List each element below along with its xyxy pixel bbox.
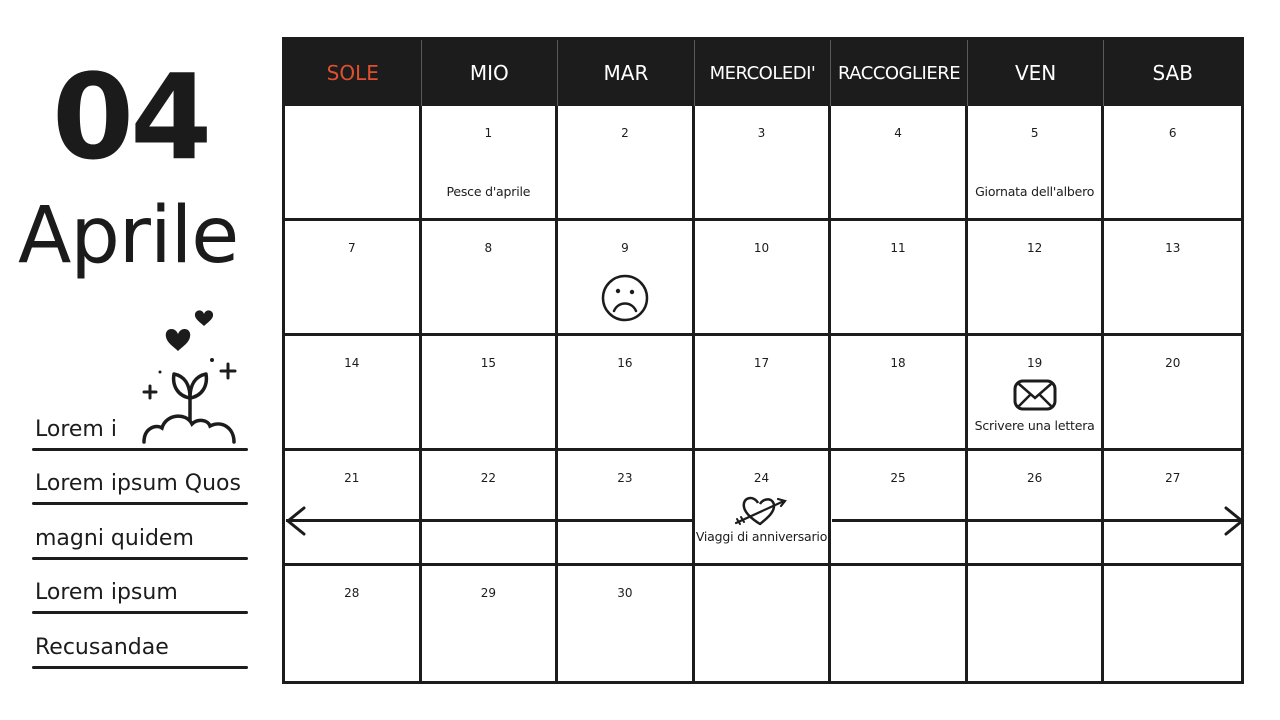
calendar: [282, 37, 1244, 684]
day-cell[interactable]: [1104, 566, 1241, 681]
month-number: 04: [52, 48, 209, 186]
weekday-wednesday: MERCOLEDI': [695, 40, 832, 106]
arrow-right-icon: [1222, 505, 1246, 537]
timeline-line-right: [832, 519, 1242, 522]
day-cell[interactable]: [422, 566, 559, 681]
date-number: 29: [480, 586, 496, 600]
day-cell[interactable]: [968, 451, 1105, 566]
timeline-line-left: [286, 519, 694, 522]
note-line[interactable]: [32, 560, 248, 615]
note-line[interactable]: [32, 396, 248, 451]
date-number: 16: [617, 356, 633, 370]
day-cell[interactable]: [695, 451, 832, 566]
date-number: 1: [484, 126, 493, 140]
date-number: 11: [890, 241, 906, 255]
date-number: 19: [1026, 356, 1043, 370]
date-number: 8: [484, 241, 493, 255]
day-cell[interactable]: [831, 451, 968, 566]
day-cell[interactable]: [422, 106, 559, 221]
day-cell[interactable]: [968, 566, 1105, 681]
month-name: Aprile: [18, 191, 239, 281]
day-cell[interactable]: [1104, 106, 1241, 221]
day-cell[interactable]: [1104, 221, 1241, 336]
calendar-grid: [285, 106, 1241, 681]
day-cell[interactable]: [558, 566, 695, 681]
date-number: 3: [757, 126, 766, 140]
date-number: 13: [1165, 241, 1181, 255]
note-label: magni quidem: [35, 525, 194, 551]
day-cell[interactable]: [558, 106, 695, 221]
date-number: 10: [753, 241, 770, 255]
day-cell[interactable]: [1104, 336, 1241, 451]
date-number: 27: [1165, 471, 1181, 485]
day-cell[interactable]: [695, 221, 832, 336]
day-cell[interactable]: [695, 336, 832, 451]
date-number: 7: [347, 241, 356, 255]
weekday-saturday: SAB: [1152, 61, 1193, 85]
note-line[interactable]: [32, 505, 248, 560]
day-cell[interactable]: [558, 451, 695, 566]
note-line[interactable]: [32, 614, 248, 669]
date-number: 12: [1026, 241, 1043, 255]
day-cell[interactable]: [831, 106, 968, 221]
weekday-sunday: SOLE: [285, 40, 422, 106]
day-cell[interactable]: [558, 336, 695, 451]
heart-arrow-icon: [734, 495, 788, 527]
weekday-header: [285, 40, 1241, 106]
event-label: Pesce d'aprile: [446, 184, 531, 199]
event-label: Giornata dell'albero: [975, 184, 1095, 199]
date-number: 14: [344, 356, 360, 370]
weekday-monday: MIO: [422, 40, 559, 106]
date-number: 4: [894, 126, 902, 140]
day-cell[interactable]: [695, 566, 832, 681]
date-number: 6: [1168, 126, 1177, 140]
envelope-icon: [1012, 378, 1058, 412]
day-cell[interactable]: [285, 566, 422, 681]
day-cell[interactable]: [422, 336, 559, 451]
weekday-friday: VEN: [968, 40, 1105, 106]
date-number: 22: [480, 471, 496, 485]
day-cell[interactable]: [831, 336, 968, 451]
date-number: 21: [344, 471, 360, 485]
date-number: 17: [753, 356, 770, 370]
note-label: Lorem ipsum: [35, 580, 178, 605]
date-number: 26: [1026, 471, 1043, 485]
date-number: 24: [753, 471, 770, 485]
day-cell[interactable]: [968, 336, 1105, 451]
date-number: 30: [617, 586, 633, 600]
day-cell[interactable]: [831, 221, 968, 336]
note-label: Lorem ipsum Quos: [35, 471, 241, 496]
day-cell[interactable]: [558, 221, 695, 336]
day-cell[interactable]: [285, 336, 422, 451]
date-number: 2: [621, 126, 629, 140]
day-cell[interactable]: [422, 221, 559, 336]
notes-list: [32, 396, 248, 669]
event-label: Scrivere una lettera: [974, 418, 1095, 433]
day-cell[interactable]: [422, 451, 559, 566]
day-cell[interactable]: [968, 106, 1105, 221]
day-cell[interactable]: [695, 106, 832, 221]
day-cell[interactable]: [1104, 451, 1241, 566]
arrow-left-icon: [284, 505, 308, 537]
weekday-tuesday: MAR: [558, 40, 695, 106]
note-label: Recusandae: [35, 634, 169, 660]
date-number: 5: [1030, 126, 1039, 140]
day-cell[interactable]: [968, 221, 1105, 336]
date-number: 20: [1165, 356, 1181, 370]
date-number: 15: [480, 356, 496, 370]
date-number: 18: [890, 356, 906, 370]
day-cell[interactable]: [285, 221, 422, 336]
event-label: Viaggi di anniversario: [695, 529, 828, 544]
date-number: 28: [344, 586, 360, 600]
day-cell[interactable]: [285, 106, 422, 221]
sad-face-icon: [598, 273, 652, 323]
day-cell[interactable]: [831, 566, 968, 681]
date-number: 25: [890, 471, 906, 485]
note-line[interactable]: [32, 451, 248, 506]
weekday-thursday: RACCOGLIERE: [831, 40, 968, 106]
note-label: Lorem i: [35, 416, 117, 442]
date-number: 9: [621, 241, 629, 255]
date-number: 23: [617, 471, 633, 485]
